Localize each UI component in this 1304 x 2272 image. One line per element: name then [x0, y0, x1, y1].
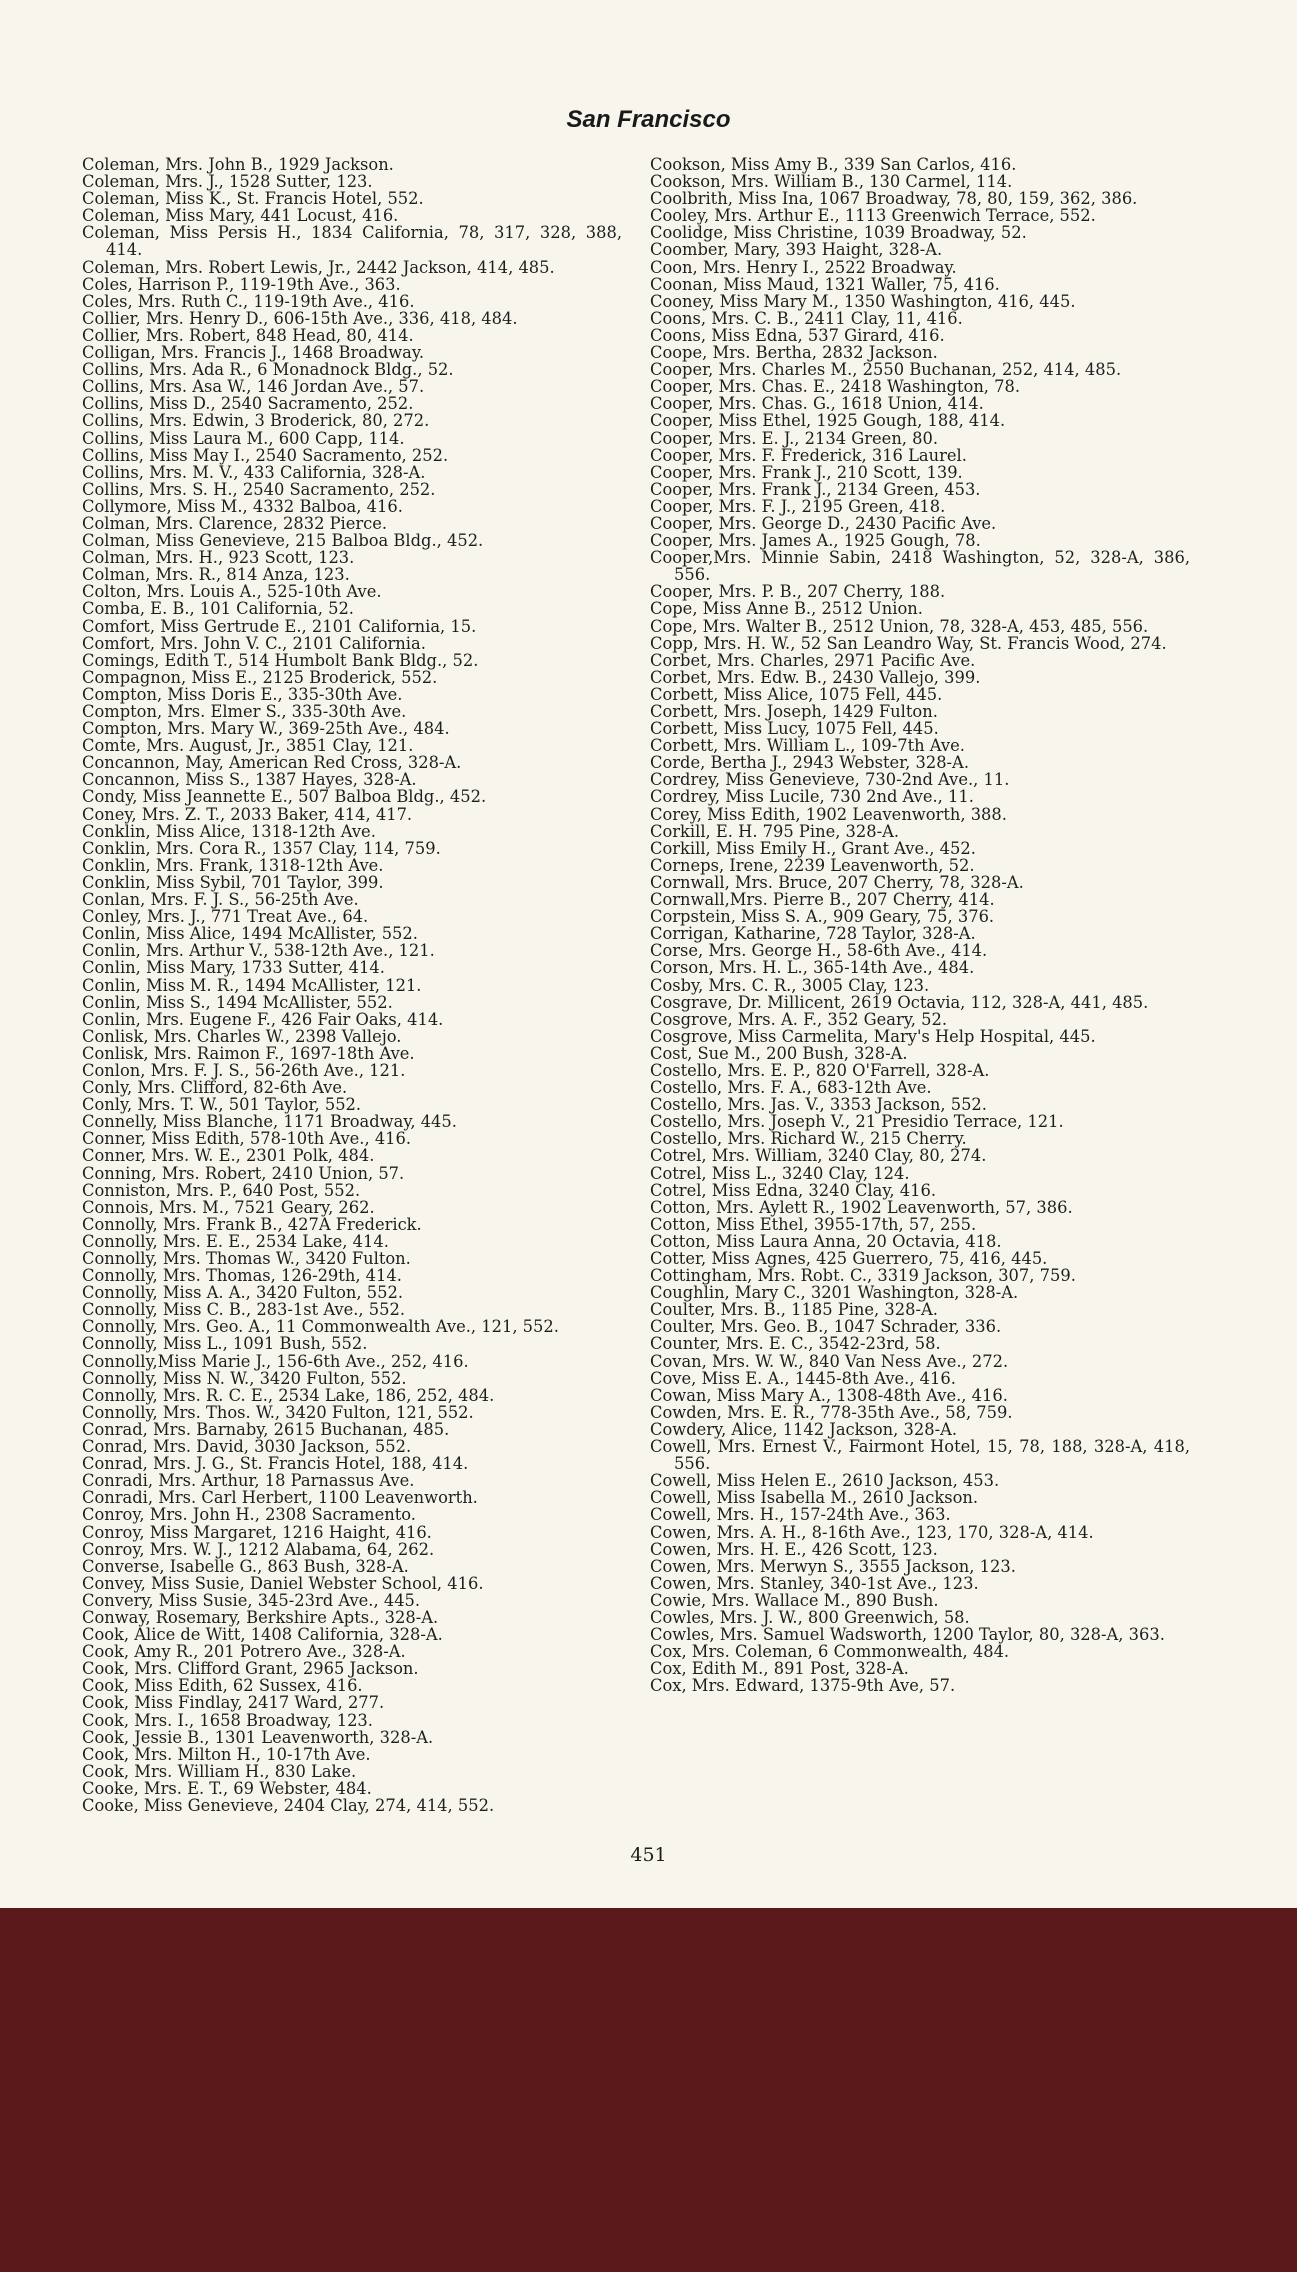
- directory-entry: Corbett, Mrs. William L., 109-7th Ave.: [650, 736, 965, 756]
- directory-entry: Cook, Alice de Witt, 1408 California, 328-A.: [82, 1625, 443, 1645]
- directory-entry: Conlin, Mrs. Arthur V., 538-12th Ave., 121.: [82, 941, 435, 961]
- directory-entry: Connolly, Miss N. W., 3420 Fulton, 552.: [82, 1368, 407, 1388]
- directory-entry: Cox, Mrs. Coleman, 6 Commonwealth, 484.: [650, 1642, 1010, 1662]
- directory-entry: Cornwall,Mrs. Pierre B., 207 Cherry, 414.: [650, 890, 995, 910]
- directory-entry: Collins, Mrs. Edwin, 3 Broderick, 80, 272.: [82, 411, 430, 431]
- directory-entry: Colligan, Mrs. Francis J., 1468 Broadway.: [82, 343, 425, 363]
- directory-entry: Connelly, Miss Blanche, 1171 Broadway, 445.: [82, 1112, 457, 1132]
- directory-entry: Cooper, Mrs. Chas. G., 1618 Union, 414.: [650, 394, 984, 414]
- directory-entry: Compton, Miss Doris E., 335-30th Ave.: [82, 684, 403, 704]
- directory-entry: Connolly, Mrs. R. C. E., 2534 Lake, 186, 252, 484.: [82, 1385, 495, 1405]
- directory-entry: Cordrey, Miss Lucile, 730 2nd Ave., 11.: [650, 787, 974, 807]
- directory-entry: Coleman, Mrs. Robert Lewis, Jr., 2442 Jackson, 414, 485.: [82, 257, 555, 277]
- directory-entry: Coleman, Miss K., St. Francis Hotel, 552.: [82, 189, 424, 209]
- directory-entry: Collins, Mrs. M. V., 433 California, 328-A.: [82, 462, 426, 482]
- directory-entry: Cooper, Mrs. P. B., 207 Cherry, 188.: [650, 582, 946, 602]
- directory-entry: Conlin, Mrs. Eugene F., 426 Fair Oaks, 414.: [82, 1009, 444, 1029]
- directory-entry: Corkill, Miss Emily H., Grant Ave., 452.: [650, 838, 976, 858]
- directory-entry: Cook, Jessie B., 1301 Leavenworth, 328-A.: [82, 1727, 434, 1747]
- directory-entry: Conlon, Mrs. F. J. S., 56-26th Ave., 121.: [82, 1060, 406, 1080]
- directory-entry: Cowell, Mrs. Ernest V., Fairmont Hotel, 15, 78, 188, 328-A, 418, 556.: [650, 1437, 1190, 1474]
- directory-entry: Cooley, Mrs. Arthur E., 1113 Greenwich Terrace, 552.: [650, 206, 1096, 226]
- directory-entry: Costello, Mrs. Jas. V., 3353 Jackson, 552.: [650, 1095, 987, 1115]
- directory-entry: Cooper, Mrs. F. Frederick, 316 Laurel.: [650, 445, 967, 465]
- directory-entry: Conly, Mrs. Clifford, 82-6th Ave.: [82, 1078, 348, 1098]
- directory-entry: Cowles, Mrs. Samuel Wadsworth, 1200 Taylor, 80, 328-A, 363.: [650, 1625, 1165, 1645]
- directory-entry: Compagnon, Miss E., 2125 Broderick, 552.: [82, 667, 438, 687]
- directory-entry: Collins, Miss May I., 2540 Sacramento, 252.: [82, 445, 449, 465]
- left-column: [82, 156, 622, 1814]
- directory-entry: Corson, Mrs. H. L., 365-14th Ave., 484.: [650, 958, 975, 978]
- directory-entry: Conlin, Miss S., 1494 McAllister, 552.: [82, 992, 393, 1012]
- directory-entry: Concannon, May, American Red Cross, 328-A.: [82, 753, 462, 773]
- directory-entry: Costello, Mrs. Richard W., 215 Cherry.: [650, 1129, 967, 1149]
- directory-entry: Comings, Edith T., 514 Humbolt Bank Bldg., 52.: [82, 650, 479, 670]
- directory-entry: Connolly, Miss A. A., 3420 Fulton, 552.: [82, 1283, 404, 1303]
- directory-entry: Cosby, Mrs. C. R., 3005 Clay, 123.: [650, 975, 930, 995]
- directory-entry: Corbet, Mrs. Edw. B., 2430 Vallejo, 399.: [650, 667, 981, 687]
- directory-entry: Cowan, Miss Mary A., 1308-48th Ave., 416.: [650, 1385, 1008, 1405]
- directory-entry: Cosgrove, Miss Carmelita, Mary's Help Hospital, 445.: [650, 1026, 1096, 1046]
- directory-entry: Coolbrith, Miss Ina, 1067 Broadway, 78, 80, 159, 362, 386.: [650, 189, 1138, 209]
- directory-entry: Colman, Miss Genevieve, 215 Balboa Bldg., 452.: [82, 531, 484, 551]
- directory-entry: Comte, Mrs. August, Jr., 3851 Clay, 121.: [82, 736, 414, 756]
- directory-entry: Conly, Mrs. T. W., 501 Taylor, 552.: [82, 1095, 362, 1115]
- directory-entry: Conrad, Mrs. Barnaby, 2615 Buchanan, 485.: [82, 1419, 450, 1439]
- right-column: [650, 156, 1190, 1694]
- directory-entry: Connolly, Miss L., 1091 Bush, 552.: [82, 1334, 368, 1354]
- page-title: San Francisco: [566, 106, 731, 133]
- directory-entry: Cotrel, Miss Edna, 3240 Clay, 416.: [650, 1180, 937, 1200]
- directory-entry: Cosgrove, Mrs. A. F., 352 Geary, 52.: [650, 1009, 948, 1029]
- directory-entry: Covan, Mrs. W. W., 840 Van Ness Ave., 272.: [650, 1351, 1009, 1371]
- directory-entry: Comfort, Miss Gertrude E., 2101 California, 15.: [82, 616, 477, 636]
- directory-entry: Conradi, Mrs. Arthur, 18 Parnassus Ave.: [82, 1471, 415, 1491]
- directory-entry: Colman, Mrs. Clarence, 2832 Pierce.: [82, 513, 388, 533]
- directory-entry: Cook, Amy R., 201 Potrero Ave., 328-A.: [82, 1642, 406, 1662]
- directory-entry: Coolidge, Miss Christine, 1039 Broadway, 52.: [650, 223, 1027, 243]
- directory-entry: Cowen, Mrs. Stanley, 340-1st Ave., 123.: [650, 1573, 979, 1593]
- directory-entry: Costello, Mrs. Joseph V., 21 Presidio Terrace, 121.: [650, 1112, 1064, 1132]
- directory-entry: Connolly, Mrs. Frank B., 427A Frederick.: [82, 1214, 422, 1234]
- directory-entry: Cooper, Mrs. Frank J., 210 Scott, 139.: [650, 462, 963, 482]
- directory-entry: Cowdery, Alice, 1142 Jackson, 328-A.: [650, 1419, 958, 1439]
- directory-entry: Corbett, Mrs. Joseph, 1429 Fulton.: [650, 702, 938, 721]
- directory-entry: Cotter, Miss Agnes, 425 Guerrero, 75, 416, 445.: [650, 1249, 1048, 1268]
- directory-entry: Comba, E. B., 101 California, 52.: [82, 599, 354, 619]
- directory-entry: Cowden, Mrs. E. R., 778-35th Ave., 58, 759.: [650, 1402, 1013, 1422]
- directory-entry: Collier, Mrs. Henry D., 606-15th Ave., 336, 418, 484.: [82, 308, 518, 328]
- directory-entry: Conlin, Miss Alice, 1494 McAllister, 552.: [82, 924, 418, 944]
- directory-entry: Cotton, Miss Ethel, 3955-17th, 57, 255.: [650, 1214, 977, 1234]
- directory-entry: Collins, Miss D., 2540 Sacramento, 252.: [82, 394, 414, 414]
- directory-entry: Conning, Mrs. Robert, 2410 Union, 57.: [82, 1163, 405, 1183]
- directory-entry: Cook, Mrs. I., 1658 Broadway, 123.: [82, 1710, 373, 1730]
- directory-entry: Collymore, Miss M., 4332 Balboa, 416.: [82, 496, 403, 516]
- directory-entry: Colman, Mrs. R., 814 Anza, 123.: [82, 565, 350, 585]
- directory-entry: Conlin, Miss M. R., 1494 McAllister, 121.: [82, 975, 422, 995]
- directory-entry: Connolly, Mrs. Thomas W., 3420 Fulton.: [82, 1249, 411, 1268]
- directory-entry: Colman, Mrs. H., 923 Scott, 123.: [82, 548, 355, 568]
- directory-entry: Coleman, Mrs. J., 1528 Sutter, 123.: [82, 172, 373, 192]
- directory-entry: Conway, Rosemary, Berkshire Apts., 328-A.: [82, 1607, 439, 1627]
- directory-entry: Coney, Mrs. Z. T., 2033 Baker, 414, 417.: [82, 804, 413, 824]
- directory-entry: Corey, Miss Edith, 1902 Leavenworth, 388.: [650, 804, 1007, 824]
- directory-entry: Coleman, Miss Mary, 441 Locust, 416.: [82, 206, 399, 226]
- directory-entry: Cotton, Miss Laura Anna, 20 Octavia, 418.: [650, 1231, 1002, 1251]
- directory-entry: Cove, Miss E. A., 1445-8th Ave., 416.: [650, 1368, 956, 1388]
- directory-entry: Coon, Mrs. Henry I., 2522 Broadway.: [650, 257, 957, 277]
- directory-entry: Cope, Mrs. Walter B., 2512 Union, 78, 328-A, 453, 485, 556.: [650, 616, 1149, 636]
- directory-entry: Coulter, Mrs. B., 1185 Pine, 328-A.: [650, 1300, 938, 1320]
- directory-entry: Cook, Mrs. Clifford Grant, 2965 Jackson.: [82, 1659, 419, 1679]
- directory-entry: Cooper, Mrs. Frank J., 2134 Green, 453.: [650, 479, 981, 499]
- directory-entry: Collier, Mrs. Robert, 848 Head, 80, 414.: [82, 325, 414, 345]
- directory-entry: Connolly, Mrs. E. E., 2534 Lake, 414.: [82, 1231, 389, 1251]
- directory-entry: Coons, Miss Edna, 537 Girard, 416.: [650, 325, 945, 345]
- directory-entry: Collins, Mrs. S. H., 2540 Sacramento, 252.: [82, 479, 436, 499]
- directory-entry: Colton, Mrs. Louis A., 525-10th Ave.: [82, 582, 382, 602]
- directory-entry: Cooper, Mrs. James A., 1925 Gough, 78.: [650, 531, 981, 551]
- directory-entry: Coles, Mrs. Ruth C., 119-19th Ave., 416.: [82, 291, 415, 311]
- directory-entry: Cooper, Mrs. F. J., 2195 Green, 418.: [650, 496, 946, 516]
- directory-entry: Conlisk, Mrs. Charles W., 2398 Vallejo.: [82, 1026, 402, 1046]
- directory-entry: Conrad, Mrs. J. G., St. Francis Hotel, 188, 414.: [82, 1454, 469, 1474]
- directory-entry: Counter, Mrs. E. C., 3542-23rd, 58.: [650, 1334, 941, 1354]
- directory-entry: Cornwall, Mrs. Bruce, 207 Cherry, 78, 328-A.: [650, 872, 1024, 892]
- directory-entry: Costello, Mrs. F. A., 683-12th Ave.: [650, 1078, 932, 1098]
- directory-entry: Cook, Mrs. William H., 830 Lake.: [82, 1761, 357, 1781]
- directory-entry: Conradi, Mrs. Carl Herbert, 1100 Leavenworth.: [82, 1488, 478, 1508]
- directory-entry: Coomber, Mary, 393 Haight, 328-A.: [650, 240, 943, 260]
- directory-entry: Cotrel, Miss L., 3240 Clay, 124.: [650, 1163, 910, 1183]
- directory-entry: Corbett, Miss Alice, 1075 Fell, 445.: [650, 684, 943, 704]
- directory-entry: Cowen, Mrs. A. H., 8-16th Ave., 123, 170, 328-A, 414.: [650, 1522, 1094, 1542]
- directory-entry: Cottingham, Mrs. Robt. C., 3319 Jackson, 307, 759.: [650, 1266, 1076, 1286]
- directory-entry: Cowie, Mrs. Wallace M., 890 Bush.: [650, 1590, 939, 1610]
- directory-entry: Corkill, E. H. 795 Pine, 328-A.: [650, 821, 900, 841]
- directory-entry: Conroy, Mrs. W. J., 1212 Alabama, 64, 262.: [82, 1539, 435, 1559]
- directory-entry: Cowen, Mrs. Merwyn S., 3555 Jackson, 123.: [650, 1556, 1016, 1576]
- directory-entry: Conlin, Miss Mary, 1733 Sutter, 414.: [82, 958, 385, 978]
- directory-entry: Conroy, Mrs. John H., 2308 Sacramento.: [82, 1505, 416, 1525]
- directory-entry: Corbett, Miss Lucy, 1075 Fell, 445.: [650, 719, 939, 739]
- directory-entry: Connolly, Miss C. B., 283-1st Ave., 552.: [82, 1300, 406, 1320]
- directory-entry: Corse, Mrs. George H., 58-6th Ave., 414.: [650, 941, 988, 961]
- directory-entry: Cotton, Mrs. Aylett R., 1902 Leavenworth, 57, 386.: [650, 1197, 1073, 1217]
- directory-entry: Coonan, Miss Maud, 1321 Waller, 75, 416.: [650, 274, 1000, 294]
- directory-entry: Coles, Harrison P., 119-19th Ave., 363.: [82, 274, 401, 294]
- directory-entry: Costello, Mrs. E. P., 820 O'Farrell, 328-A.: [650, 1060, 990, 1080]
- directory-entry: Cooke, Mrs. E. T., 69 Webster, 484.: [82, 1778, 372, 1798]
- directory-entry: Cooper, Mrs. Chas. E., 2418 Washington, 78.: [650, 377, 1021, 397]
- directory-entry: Cosgrave, Dr. Millicent, 2619 Octavia, 112, 328-A, 441, 485.: [650, 992, 1149, 1012]
- directory-entry: Cookson, Miss Amy B., 339 San Carlos, 416.: [650, 155, 1017, 174]
- directory-entry: Coope, Mrs. Bertha, 2832 Jackson.: [650, 343, 938, 363]
- directory-entry: Collins, Miss Laura M., 600 Capp, 114.: [82, 428, 405, 448]
- directory-entry: Conroy, Miss Margaret, 1216 Haight, 416.: [82, 1522, 432, 1542]
- directory-entry: Cooney, Miss Mary M., 1350 Washington, 416, 445.: [650, 291, 1076, 311]
- directory-entry: Cooper, Mrs. E. J., 2134 Green, 80.: [650, 428, 939, 448]
- directory-entry: Conner, Miss Edith, 578-10th Ave., 416.: [82, 1129, 412, 1149]
- directory-entry: Cooper, Mrs. George D., 2430 Pacific Ave.: [650, 513, 997, 533]
- directory-entry: Cox, Edith M., 891 Post, 328-A.: [650, 1659, 909, 1679]
- directory-entry: Comfort, Mrs. John V. C., 2101 California.: [82, 633, 426, 653]
- directory-entry: Conlisk, Mrs. Raimon F., 1697-18th Ave.: [82, 1043, 415, 1063]
- directory-entry: Coulter, Mrs. Geo. B., 1047 Schrader, 336.: [650, 1317, 1002, 1337]
- directory-entry: Copp, Mrs. H. W., 52 San Leandro Way, St. Francis Wood, 274.: [650, 633, 1167, 653]
- directory-entry: Cowen, Mrs. H. E., 426 Scott, 123.: [650, 1539, 938, 1559]
- directory-entry: Cooper, Mrs. Charles M., 2550 Buchanan, 252, 414, 485.: [650, 360, 1122, 380]
- directory-entry: Corbet, Mrs. Charles, 2971 Pacific Ave.: [650, 650, 976, 670]
- directory-entry: Concannon, Miss S., 1387 Hayes, 328-A.: [82, 770, 417, 790]
- directory-entry: Cope, Miss Anne B., 2512 Union.: [650, 599, 923, 619]
- directory-entry: Condy, Miss Jeannette E., 507 Balboa Bldg., 452.: [82, 787, 487, 807]
- directory-entry: Conklin, Miss Alice, 1318-12th Ave.: [82, 821, 376, 841]
- directory-entry: Cotrel, Mrs. William, 3240 Clay, 80, 274.: [650, 1146, 987, 1166]
- directory-entry: Conrad, Mrs. David, 3030 Jackson, 552.: [82, 1437, 412, 1457]
- directory-entry: Corpstein, Miss S. A., 909 Geary, 75, 376.: [650, 907, 995, 927]
- directory-entry: Convey, Miss Susie, Daniel Webster School, 416.: [82, 1573, 484, 1593]
- directory-entry: Cook, Miss Edith, 62 Sussex, 416.: [82, 1676, 363, 1696]
- directory-entry: Cowles, Mrs. J. W., 800 Greenwich, 58.: [650, 1607, 970, 1627]
- directory-entry: Cowell, Mrs. H., 157-24th Ave., 363.: [650, 1505, 951, 1525]
- directory-entry: Cost, Sue M., 200 Bush, 328-A.: [650, 1043, 908, 1063]
- directory-entry: Cordrey, Miss Genevieve, 730-2nd Ave., 11.: [650, 770, 1010, 790]
- directory-entry: Compton, Mrs. Mary W., 369-25th Ave., 484.: [82, 719, 450, 739]
- directory-entry: Coons, Mrs. C. B., 2411 Clay, 11, 416.: [650, 308, 963, 328]
- directory-entry: Cook, Mrs. Milton H., 10-17th Ave.: [82, 1744, 371, 1764]
- directory-entry: Connolly,Miss Marie J., 156-6th Ave., 252, 416.: [82, 1351, 469, 1371]
- directory-entry: Cox, Mrs. Edward, 1375-9th Ave, 57.: [650, 1676, 956, 1696]
- directory-entry: Cowell, Miss Isabella M., 2610 Jackson.: [650, 1488, 979, 1508]
- directory-entry: Cooper, Miss Ethel, 1925 Gough, 188, 414.: [650, 411, 1006, 431]
- directory-entry: Cooper,Mrs. Minnie Sabin, 2418 Washington, 52, 328-A, 386, 556.: [650, 548, 1190, 585]
- page-number: 451: [630, 1844, 667, 1866]
- directory-entry: Conklin, Mrs. Frank, 1318-12th Ave.: [82, 855, 384, 875]
- directory-entry: Cookson, Mrs. William B., 130 Carmel, 114.: [650, 172, 1013, 192]
- directory-entry: Cook, Miss Findlay, 2417 Ward, 277.: [82, 1693, 385, 1713]
- directory-entry: Corde, Bertha J., 2943 Webster, 328-A.: [650, 753, 969, 773]
- directory-entry: Conniston, Mrs. P., 640 Post, 552.: [82, 1180, 361, 1200]
- directory-entry: Conner, Mrs. W. E., 2301 Polk, 484.: [82, 1146, 375, 1166]
- directory-entry: Conley, Mrs. J., 771 Treat Ave., 64.: [82, 907, 369, 927]
- directory-entry: Conklin, Mrs. Cora R., 1357 Clay, 114, 759.: [82, 838, 441, 858]
- directory-entry: Collins, Mrs. Ada R., 6 Monadnock Bldg., 52.: [82, 360, 454, 380]
- directory-entry: Convery, Miss Susie, 345-23rd Ave., 445.: [82, 1590, 421, 1610]
- directory-entry: Connolly, Mrs. Geo. A., 11 Commonwealth Ave., 121, 552.: [82, 1317, 559, 1337]
- directory-entry: Corrigan, Katharine, 728 Taylor, 328-A.: [650, 924, 976, 944]
- directory-entry: Connolly, Mrs. Thomas, 126-29th, 414.: [82, 1266, 402, 1286]
- directory-entry: Cowell, Miss Helen E., 2610 Jackson, 453.: [650, 1471, 1000, 1491]
- directory-entry: Conlan, Mrs. F. J. S., 56-25th Ave.: [82, 890, 359, 910]
- book-cover-edge: [0, 1908, 1297, 2272]
- directory-entry: Connolly, Mrs. Thos. W., 3420 Fulton, 121, 552.: [82, 1402, 474, 1422]
- directory-entry: Corneps, Irene, 2239 Leavenworth, 52.: [650, 855, 975, 875]
- directory-entry: Collins, Mrs. Asa W., 146 Jordan Ave., 57.: [82, 377, 425, 397]
- directory-entry: Compton, Mrs. Elmer S., 335-30th Ave.: [82, 702, 407, 721]
- directory-entry: Converse, Isabelle G., 863 Bush, 328-A.: [82, 1556, 409, 1576]
- directory-entry: Conklin, Miss Sybil, 701 Taylor, 399.: [82, 872, 384, 892]
- directory-entry: Cooke, Miss Genevieve, 2404 Clay, 274, 414, 552.: [82, 1796, 495, 1815]
- directory-entry: Connois, Mrs. M., 7521 Geary, 262.: [82, 1197, 375, 1217]
- directory-entry: Coleman, Mrs. John B., 1929 Jackson.: [82, 155, 394, 174]
- directory-entry: Coughlin, Mary C., 3201 Washington, 328-A.: [650, 1283, 1019, 1303]
- directory-entry: Coleman, Miss Persis H., 1834 California, 78, 317, 328, 388, 414.: [82, 223, 622, 260]
